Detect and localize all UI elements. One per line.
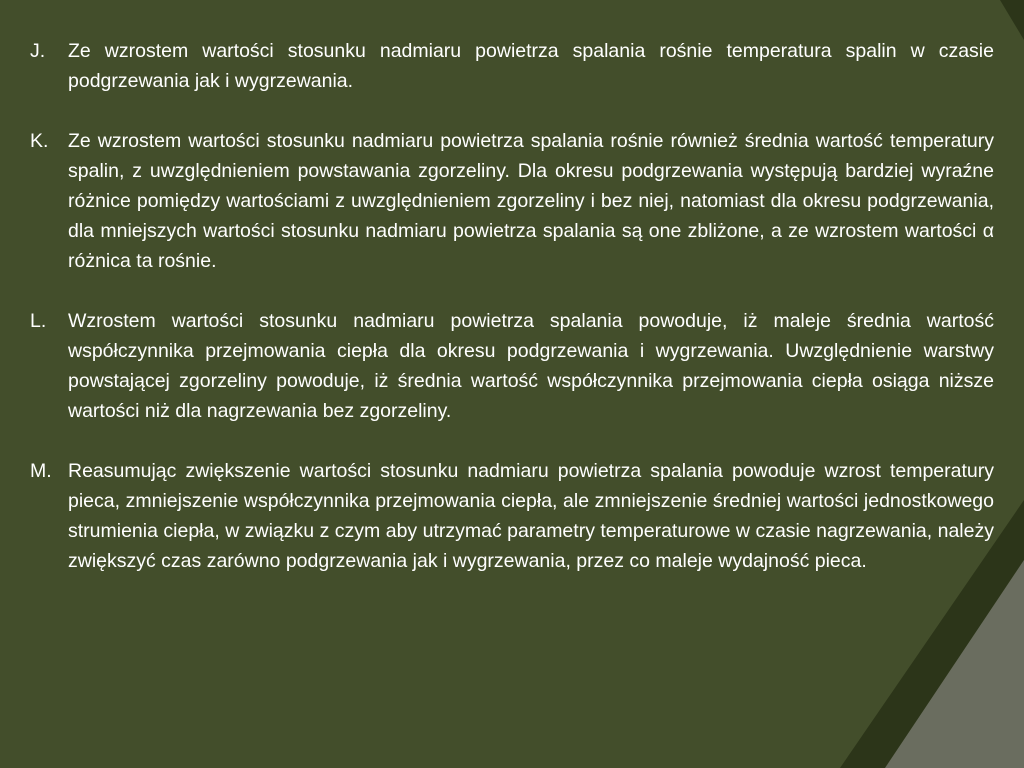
- item-marker: K.: [30, 130, 49, 152]
- list-item-k: [30, 126, 994, 276]
- item-text: Ze wzrostem wartości stosunku nadmiaru powietrza spalania rośnie temperatura spalin w czasie podgrzewania jak i wygrzewania.: [68, 40, 994, 92]
- top-corner-stripe: [1000, 0, 1024, 40]
- item-text: Ze wzrostem wartości stosunku nadmiaru powietrza spalania rośnie również średnia wartość temperatury spalin, z uwzględnieniem powstawania zgorzeliny. Dla okresu podgrzewania występują bardziej wyraźne różnice pomiędzy wartościami z uwzględnieniem zgorzeliny i bez niej, natomiast dla okresu podgrzewania, dla mniejszych wartości stosunku nadmiaru powietrza spalania są one zbliżone, a ze wzrostem wartości α różnica ta rośnie.: [68, 130, 994, 272]
- item-text: Wzrostem wartości stosunku nadmiaru powietrza spalania powoduje, iż maleje średnia wartość współczynnika przejmowania ciepła dla okresu podgrzewania i wygrzewania. Uwzględnienie warstwy powstającej zgorzeliny powoduje, iż średnia wartość współczynnika przejmowania ciepła osiąga niższe wartości niż dla nagrzewania bez zgorzeliny.: [68, 310, 994, 422]
- list-item-l: [30, 306, 994, 426]
- item-marker: L.: [30, 310, 47, 332]
- list-item-j: [30, 36, 994, 96]
- item-marker: M.: [30, 460, 52, 482]
- list-item-m: [30, 456, 994, 576]
- item-marker: J.: [30, 40, 46, 62]
- bullet-list: [30, 36, 994, 606]
- item-text: Reasumując zwiększenie wartości stosunku nadmiaru powietrza spalania powoduje wzrost temperatury pieca, zmniejszenie współczynnika przejmowania ciepła, ale zmniejszenie średniej wartości jednostkowego strumienia ciepła, w związku z czym aby utrzymać parametry temperaturowe w czasie nagrzewania, należy zwiększyć czas zarówno podgrzewania jak i wygrzewania, przez co maleje wydajność pieca.: [68, 460, 994, 572]
